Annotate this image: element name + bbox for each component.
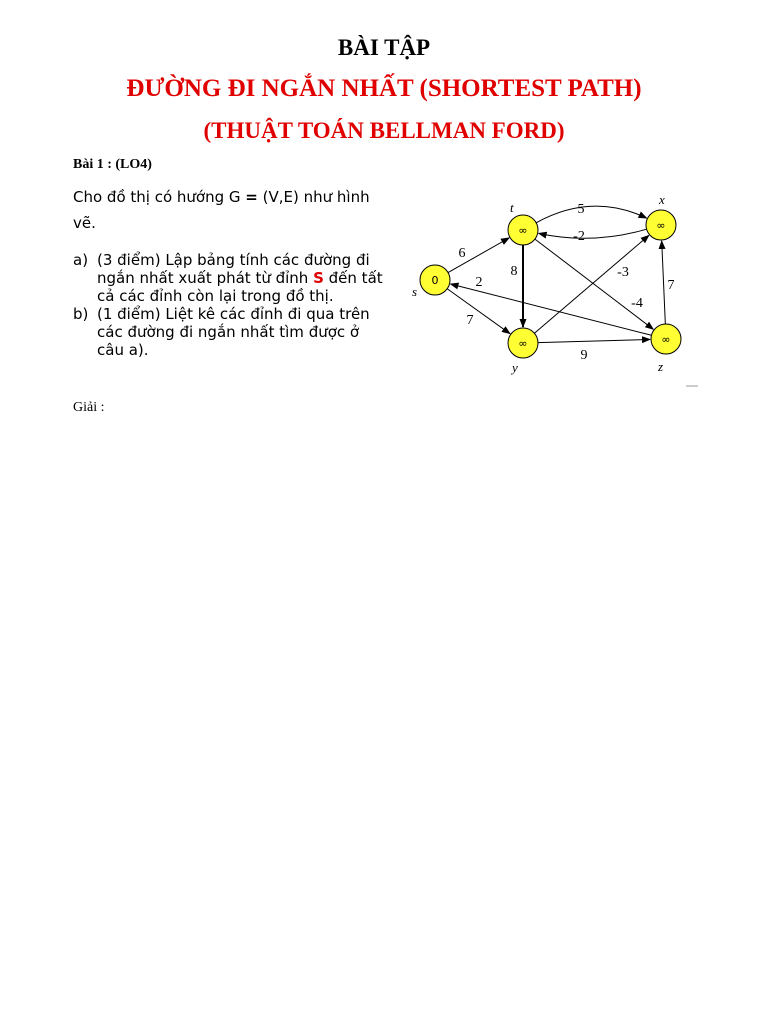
exercise-label: Bài 1 : (LO4) <box>73 157 152 172</box>
edge-weight-s-y: 7 <box>466 313 474 328</box>
question-a <box>73 251 388 305</box>
edge-s-t <box>448 238 509 273</box>
edge-t-x <box>536 206 646 223</box>
edge-weight-t-y: 8 <box>510 264 518 279</box>
edge-weight-x-t: -2 <box>573 229 585 244</box>
directed-graph <box>400 190 710 400</box>
intro-text-2: (V,E) như hình vẽ. <box>73 188 370 232</box>
node-label-x: x <box>659 192 665 207</box>
solution-label: Giải : <box>73 400 105 415</box>
question-a-marker: a) <box>73 251 89 269</box>
question-b <box>73 305 388 359</box>
intro-text-1: Cho đồ thị có hướng G <box>73 188 246 206</box>
node-value-x: ∞ <box>656 219 666 232</box>
node-label-z: z <box>658 359 664 374</box>
edge-z-s <box>451 284 652 335</box>
edge-t-z <box>535 239 653 329</box>
edge-weight-z-s: 2 <box>475 275 483 290</box>
node-value-t: ∞ <box>518 224 528 237</box>
edge-z-x <box>662 241 666 324</box>
question-a-text-1: (3 điểm) Lập bảng tính các đường đi ngắn nhất xuất phát từ đỉnh <box>97 251 370 287</box>
edge-weight-s-t: 6 <box>458 246 466 261</box>
node-label-y: y <box>512 360 518 375</box>
page-subtitle-algorithm: (THUẬT TOÁN BELLMAN FORD) <box>203 118 565 143</box>
page-subtitle: ĐƯỜNG ĐI NGẮN NHẤT (SHORTEST PATH) <box>126 75 642 102</box>
edge-weight-y-z: 9 <box>580 348 588 363</box>
node-value-y: ∞ <box>518 337 528 350</box>
edge-weight-t-z: -4 <box>631 296 643 311</box>
exercise-intro <box>73 184 378 236</box>
node-label-s: s <box>412 284 418 299</box>
edge-weight-z-x: 7 <box>667 278 675 293</box>
source-vertex-highlight: S <box>313 269 324 287</box>
intro-equals: = <box>245 188 258 206</box>
edge-weight-t-x: 5 <box>577 202 585 217</box>
question-b-marker: b) <box>73 305 89 323</box>
edge-y-x <box>534 235 648 333</box>
node-value-s: 0 <box>431 274 439 287</box>
question-b-text: (1 điểm) Liệt kê các đỉnh đi qua trên các đường đi ngắn nhất tìm được ở câu a). <box>97 305 370 359</box>
node-label-t: t <box>510 200 514 215</box>
edge-weight-y-x: -3 <box>617 265 629 280</box>
edge-s-y <box>447 289 510 334</box>
edge-y-z <box>538 339 650 342</box>
edge-x-t <box>539 229 647 238</box>
page-title: BÀI TẬP <box>337 35 431 60</box>
question-list <box>73 251 388 359</box>
question-a-text-2: đến tất cả các đỉnh còn lại trong đồ thị. <box>97 269 383 305</box>
node-value-z: ∞ <box>661 333 671 346</box>
